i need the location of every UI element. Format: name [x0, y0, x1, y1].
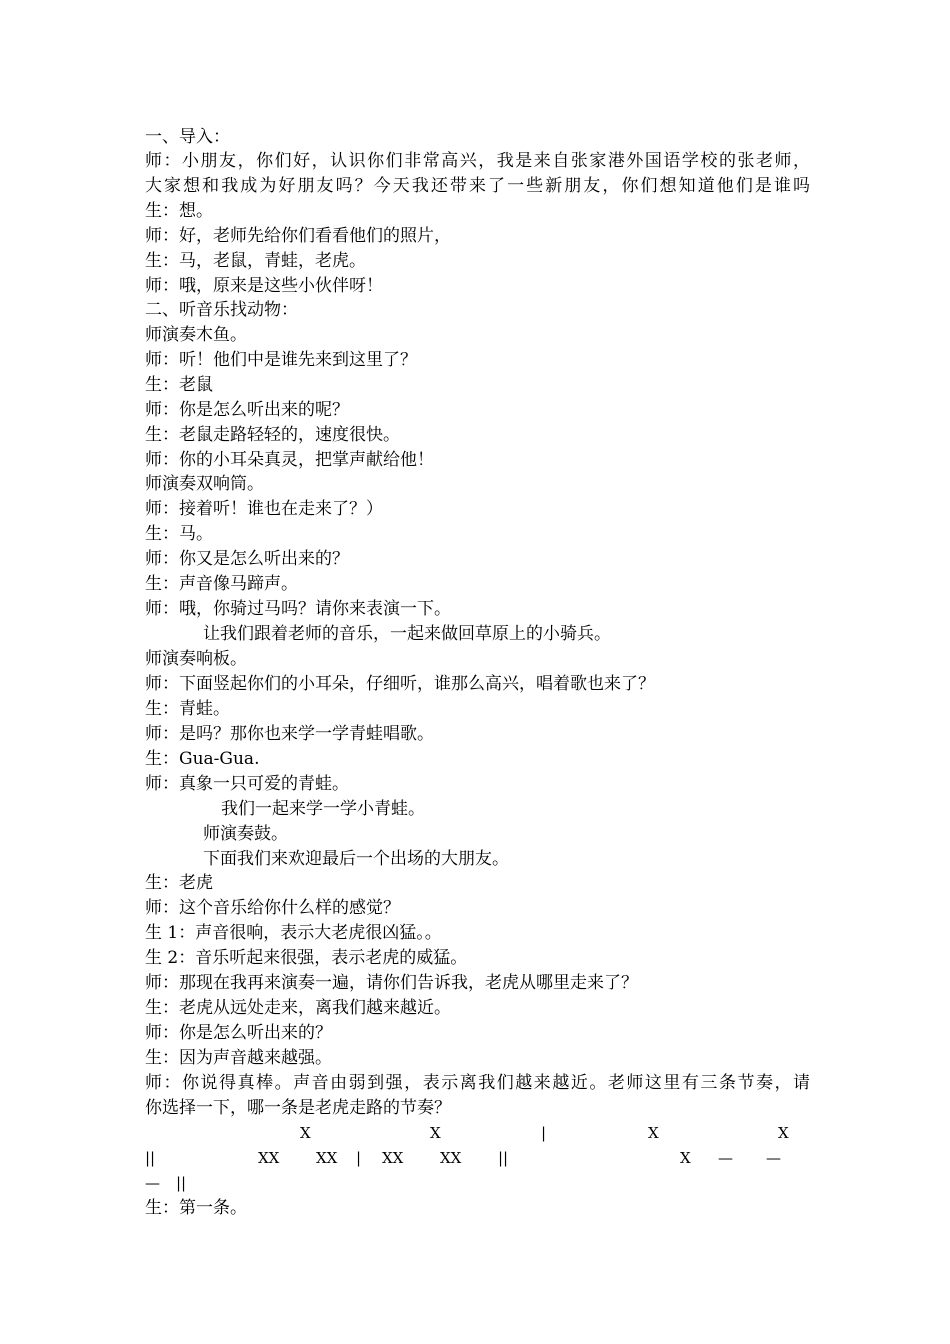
teacher-line: 师：你是怎么听出来的？	[145, 1023, 332, 1043]
student-line: 生：马。	[145, 524, 213, 544]
rhythm-barline: ||	[498, 1149, 509, 1167]
rhythm-barline: ||	[176, 1174, 187, 1192]
rhythm-note: XX	[258, 1149, 280, 1167]
student-line: 生：老鼠	[145, 375, 213, 395]
rhythm-note: X	[680, 1149, 691, 1167]
student-line: 生：Gua-Gua.	[145, 749, 260, 769]
rhythm-note: XX	[382, 1149, 404, 1167]
rhythm-note: X	[300, 1124, 311, 1142]
stage-direction: 师演奏双响筒。	[145, 474, 264, 494]
rhythm-note: X	[648, 1124, 659, 1142]
student-line: 生：老虎从远处走来，离我们越来越近。	[145, 998, 451, 1018]
teacher-line: 师：那现在我再来演奏一遍，请你们告诉我，老虎从哪里走来了？	[145, 973, 638, 993]
teacher-line-indented: 下面我们来欢迎最后一个出场的大朋友。	[203, 849, 509, 869]
teacher-line: 师：哦，你骑过马吗？请你来表演一下。	[145, 599, 451, 619]
student-line: 生 1：声音很响，表示大老虎很凶猛。。	[145, 923, 442, 943]
rhythm-barline: |	[541, 1124, 547, 1142]
rhythm-dash: —	[718, 1149, 733, 1167]
teacher-line: 师：下面竖起你们的小耳朵，仔细听，谁那么高兴，唱着歌也来了？	[145, 674, 655, 694]
rhythm-dash: —	[766, 1149, 781, 1167]
teacher-line: 师：听！他们中是谁先来到这里了？	[145, 350, 417, 370]
rhythm-note: X	[778, 1124, 789, 1142]
teacher-line: 师：这个音乐给你什么样的感觉？	[145, 898, 400, 918]
section-heading-listen: 二、听音乐找动物：	[145, 300, 298, 320]
teacher-line: 师：你又是怎么听出来的？	[145, 549, 349, 569]
student-line: 生：因为声音越来越强。	[145, 1048, 332, 1068]
teacher-line-cont: 你选择一下，哪一条是老虎走路的节奏？	[145, 1098, 451, 1118]
stage-direction: 师演奏木鱼。	[145, 325, 247, 345]
teacher-line: 师：接着听！谁也在走来了？）	[145, 499, 383, 519]
section-heading-intro: 一、导入：	[145, 127, 230, 147]
rhythm-note: XX	[316, 1149, 338, 1167]
student-line: 生：老鼠走路轻轻的，速度很快。	[145, 425, 400, 445]
teacher-line: 师：你的小耳朵真灵，把掌声献给他！	[145, 450, 434, 470]
teacher-line: 师：你说得真棒。声音由弱到强，表示离我们越来越近。老师这里有三条节奏，请	[145, 1073, 810, 1093]
teacher-line-indented: 我们一起来学一学小青蛙。	[221, 799, 425, 819]
student-line: 生：青蛙。	[145, 699, 230, 719]
stage-direction: 师演奏响板。	[145, 649, 247, 669]
rhythm-note: XX	[440, 1149, 462, 1167]
teacher-line: 师：是吗？那你也来学一学青蛙唱歌。	[145, 724, 434, 744]
teacher-line-indented: 让我们跟着老师的音乐，一起来做回草原上的小骑兵。	[203, 624, 611, 644]
rhythm-barline: ||	[145, 1149, 156, 1167]
student-line: 生：第一条。	[145, 1198, 247, 1218]
teacher-line: 师：好，老师先给你们看看他们的照片，	[145, 226, 451, 246]
teacher-line: 师：哦，原来是这些小伙伴呀！	[145, 276, 383, 296]
teacher-line: 师：你是怎么听出来的呢？	[145, 400, 349, 420]
student-line: 生：马，老鼠，青蛙，老虎。	[145, 251, 366, 271]
rhythm-dash: —	[145, 1174, 160, 1192]
rhythm-note: X	[430, 1124, 441, 1142]
stage-direction-indented: 师演奏鼓。	[203, 824, 288, 844]
teacher-line: 师：小朋友，你们好，认识你们非常高兴，我是来自张家港外国语学校的张老师，	[145, 151, 810, 171]
teacher-line-cont: 大家想和我成为好朋友吗？今天我还带来了一些新朋友，你们想知道他们是谁吗	[145, 176, 810, 196]
student-line: 生：想。	[145, 201, 213, 221]
student-line: 生：老虎	[145, 873, 213, 893]
rhythm-barline: |	[356, 1149, 362, 1167]
student-line: 生 2：音乐听起来很强，表示老虎的威猛。	[145, 948, 468, 968]
teacher-line: 师：真象一只可爱的青蛙。	[145, 774, 349, 794]
student-line: 生：声音像马蹄声。	[145, 574, 298, 594]
